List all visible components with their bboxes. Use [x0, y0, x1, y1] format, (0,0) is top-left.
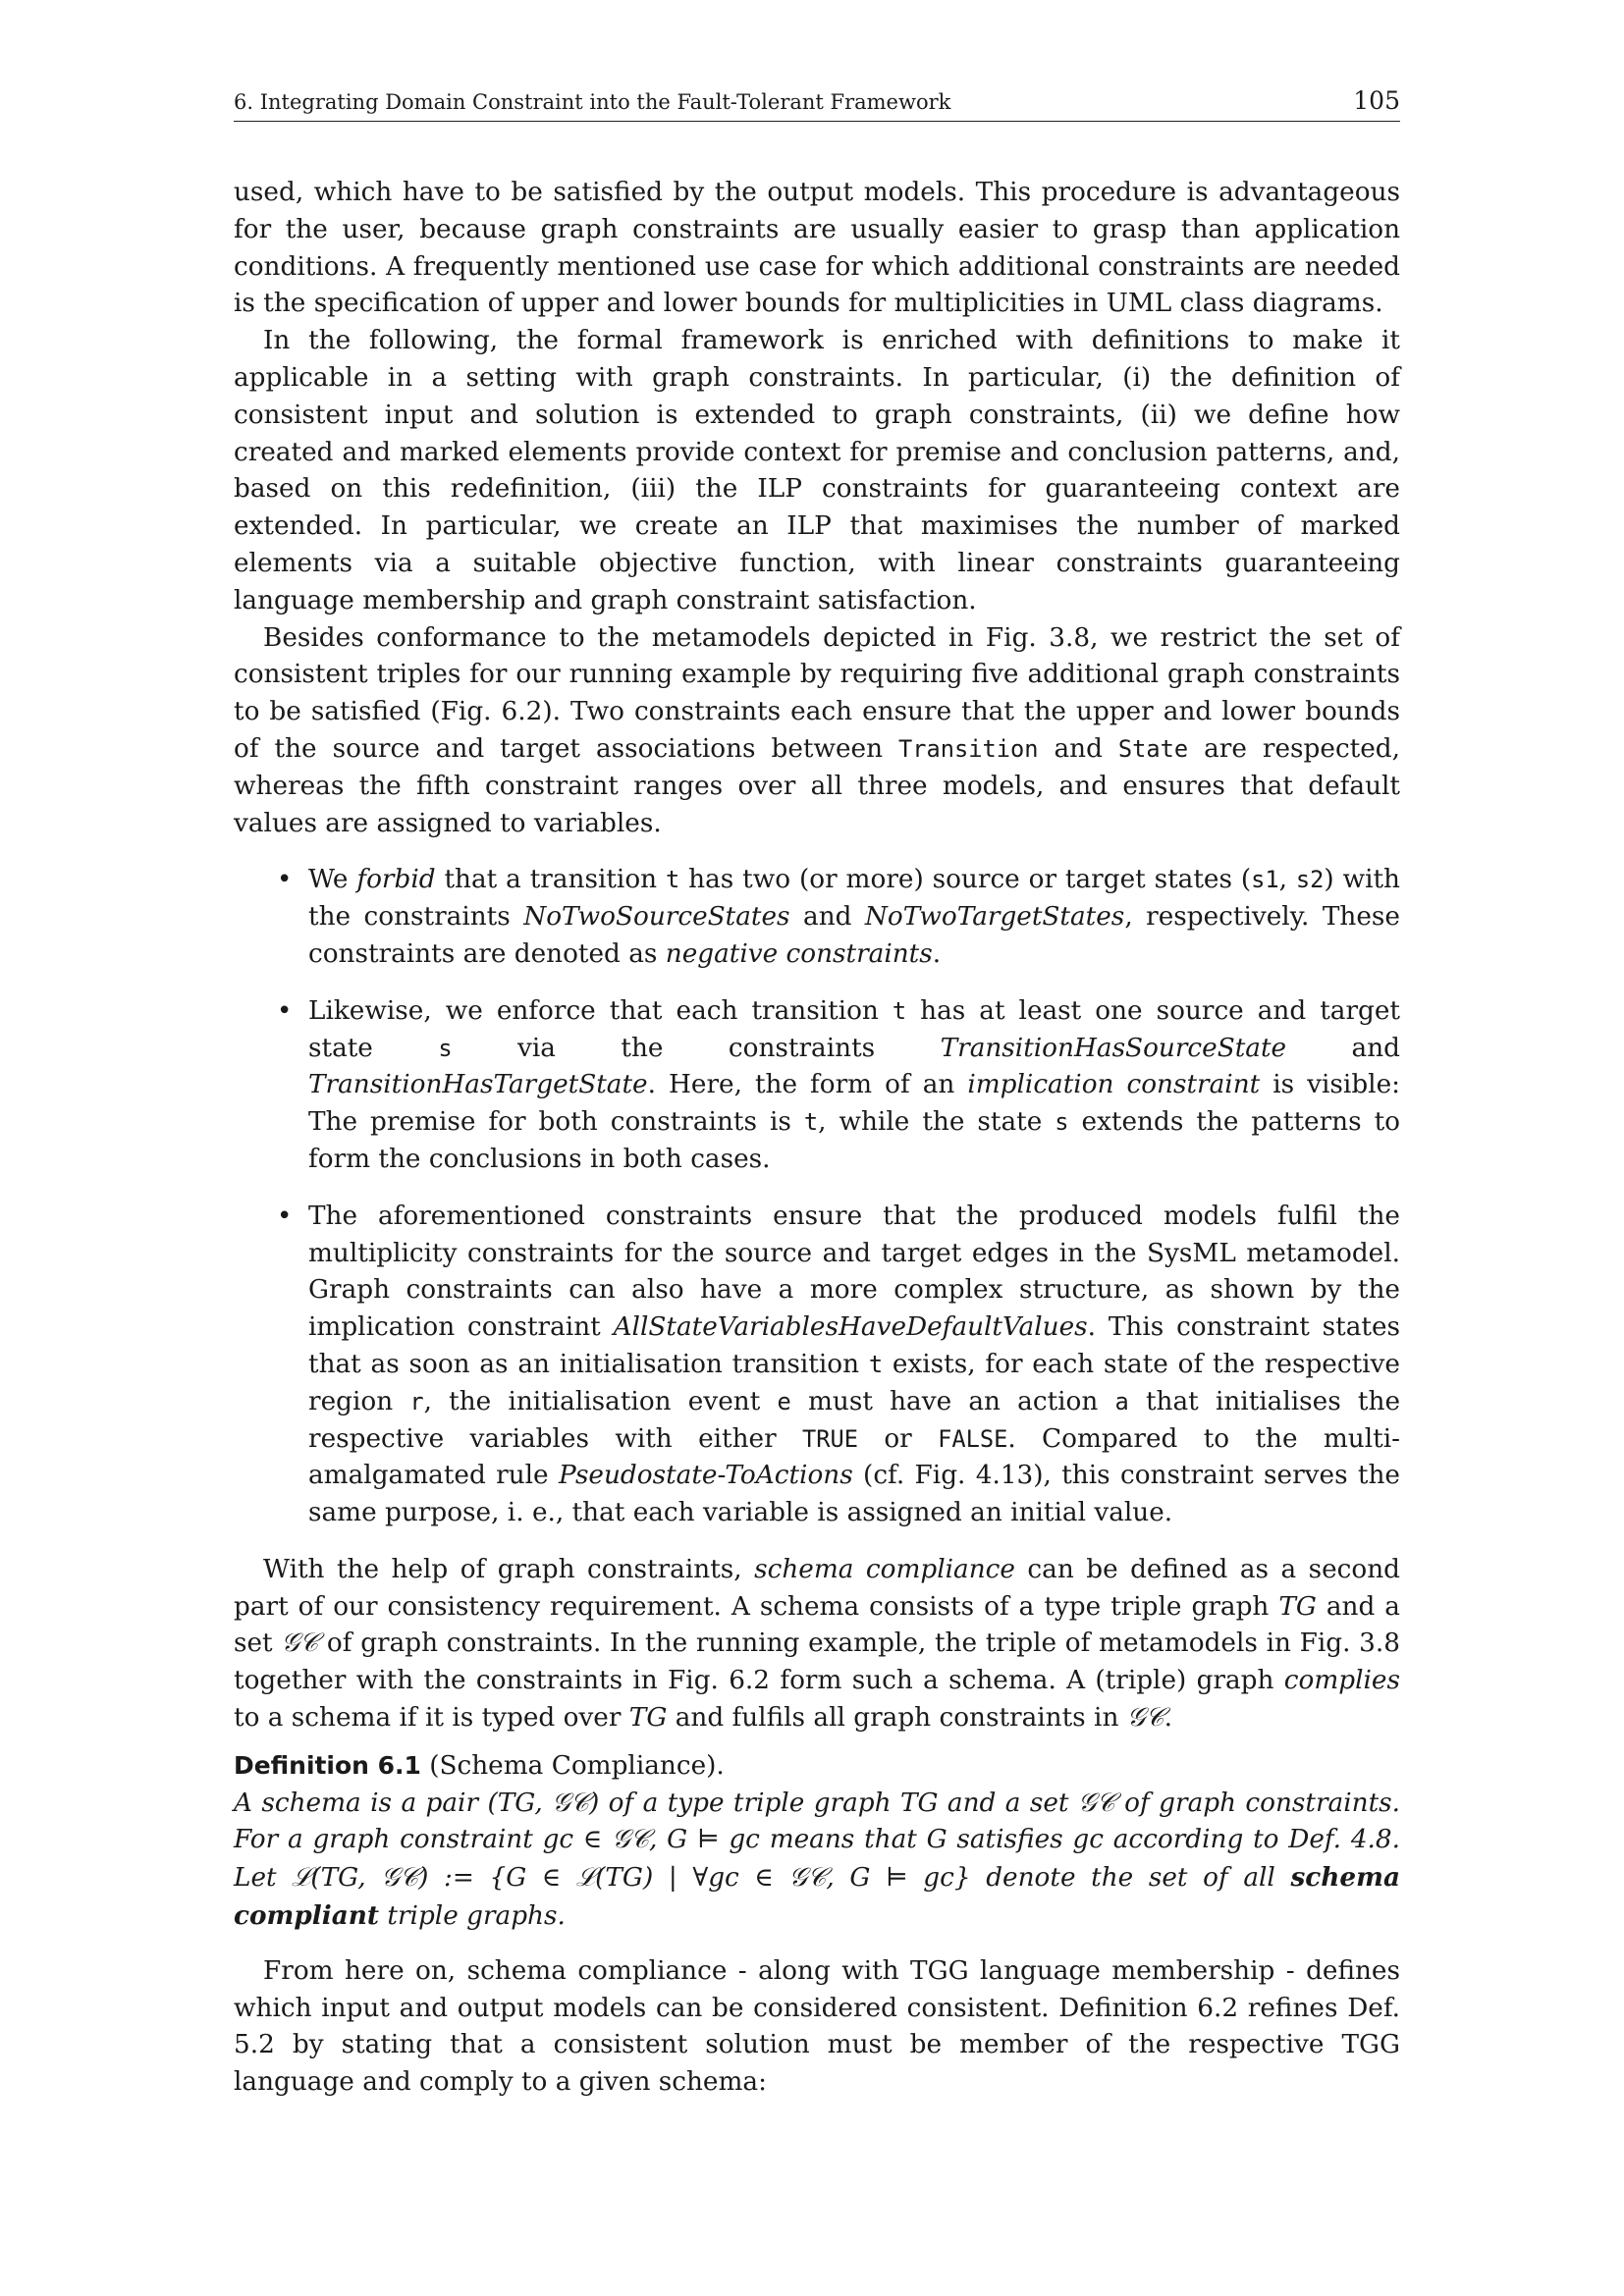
text-run: and fulfils all graph constraints in	[667, 1703, 1127, 1734]
running-header	[234, 86, 1400, 122]
text-run: that a transition	[435, 865, 667, 895]
text-run: Likewise, we enforce that each transition	[308, 995, 893, 1026]
paragraph-1: used, which have to be satisfied by the output models. This procedure is advantageous for the user, because graph constraints are usually easier to grasp than application conditions. A frequently mentioned use case for which additional constraints are needed is the specification of upper and lower bounds for multiplicities in UML class diagrams.	[234, 178, 1400, 319]
code-s2: s2	[1295, 866, 1325, 894]
emph-negative-constraints: negative constraints	[665, 938, 933, 969]
code-a: a	[1114, 1387, 1129, 1415]
constraint-name: AllStateVariablesHaveDefaultValues	[613, 1312, 1088, 1343]
code-t: t	[892, 996, 907, 1025]
code-s: s	[438, 1034, 453, 1062]
text-run: are respected, whereas the fifth constraint ranges over all three models, and ensures that default values are assigned to variables.	[234, 733, 1400, 838]
text-run: and	[789, 902, 865, 933]
text-run: , respectively. These constraints are denoted as	[308, 902, 1400, 969]
code-state: State	[1117, 734, 1189, 763]
list-item	[277, 993, 1401, 1179]
paragraph-5: From here on, schema compliance - along with TGG language membership - defines which input and output models can be considered consistent. Definition 6.2 refines Def. 5.2 by stating that a consistent solution must be member of the respective TGG language and comply to a given schema:	[234, 1955, 1400, 2098]
bullet-icon: •	[277, 865, 293, 895]
text-run: ,	[1278, 865, 1296, 895]
emph-schema-compliant: schema compliant	[234, 1862, 1400, 1932]
text-run: A schema is a pair (TG, 𝒢𝒞) of a type triple graph TG and a set 𝒢𝒞 of graph constraints. For a graph constraint gc ∈ 𝒢𝒞, G ⊨ gc means that G satisfies gc according to Def. 4.8. Let ℒ(TG, 𝒢𝒞) := {G ∈ ℒ(TG) | ∀gc ∈ 𝒢𝒞, G ⊨ gc} denote the set of all	[234, 1788, 1400, 1894]
rule-name: Pseudostate-ToActions	[558, 1461, 853, 1491]
text-run: to a schema if it is typed over	[234, 1703, 629, 1734]
code-false: FALSE	[938, 1424, 1008, 1453]
paragraph-3	[234, 620, 1400, 843]
math-tg: TG	[1278, 1591, 1317, 1622]
paragraph-4	[234, 1552, 1400, 1737]
text-run: and	[1286, 1033, 1400, 1063]
definition-heading	[234, 1747, 1400, 1786]
math-tg: TG	[628, 1703, 668, 1734]
text-run: Besides conformance to the metamodels depicted in Fig. 3.8, we restrict the set of consistent triples for our running example by requiring five additional graph constraints to be satisfied (Fig. 6.2). Two constraints each ensure that the upper and lower bounds of the source and target associations between	[234, 622, 1400, 764]
list-item	[277, 862, 1400, 973]
text-run: exists, for each state of the respective region	[308, 1349, 1400, 1416]
text-run: has at least one source and target state	[308, 995, 1400, 1063]
emph-schema-compliance: schema compliance	[754, 1554, 1015, 1584]
text-run: via the constraints	[452, 1033, 941, 1063]
text-run: ) with the constraints	[308, 865, 1400, 933]
code-t: t	[666, 866, 680, 894]
page-number: 105	[1353, 86, 1400, 115]
body-text	[234, 175, 1400, 2102]
text-run: must have an action	[790, 1386, 1115, 1416]
emph-complies: complies	[1283, 1666, 1400, 1696]
emph-forbid: forbid	[356, 865, 436, 895]
text-run: .	[1164, 1703, 1173, 1734]
bullet-icon: •	[277, 1201, 293, 1231]
math-gc: 𝒢𝒞	[1126, 1703, 1164, 1734]
paragraph-2: In the following, the formal framework is enriched with definitions to make it applicable in a setting with graph constraints. In particular, (i) the definition of consistent input and solution is extended to graph constraints, (ii) we define how created and marked elements provide context for premise and conclusion patterns, and, based on this redefinition, (iii) the ILP constraints for guaranteeing context are extended. In particular, we create an ILP that maximises the number of marked elements via a suitable objective function, with linear constraints guaranteeing language membership and graph constraint satisfaction.	[234, 326, 1400, 615]
chapter-title: 6. Integrating Domain Constraint into the Fault-Tolerant Framework	[234, 90, 951, 114]
text-run: triple graphs.	[379, 1901, 566, 1932]
code-t: t	[868, 1350, 884, 1378]
text-run: , while the state	[818, 1107, 1056, 1138]
list-item	[277, 1199, 1401, 1532]
text-run: We	[308, 865, 357, 895]
definition-body	[234, 1786, 1400, 1936]
text-run: is visible: The premise for both constraints is	[308, 1070, 1400, 1138]
constraint-name: NoTwoTargetStates	[864, 902, 1125, 933]
text-run: can be defined as a second part of our consistency requirement. A schema consists of a type triple graph	[234, 1554, 1401, 1622]
code-true: TRUE	[802, 1424, 859, 1453]
math-gc: 𝒢𝒞	[281, 1629, 319, 1659]
text-run: that initialises the respective variables with either	[308, 1386, 1401, 1454]
code-t: t	[803, 1108, 819, 1137]
text-run: has two (or more) source or target states (	[679, 865, 1252, 895]
definition-title: (Schema Compliance).	[420, 1750, 725, 1781]
code-transition: Transition	[898, 734, 1039, 763]
text-run: and a set	[234, 1591, 1400, 1659]
text-run: . This constraint states that as soon as an initialisation transition	[308, 1312, 1400, 1379]
definition-label: Definition 6.1	[234, 1750, 421, 1780]
text-run: , the initialisation event	[423, 1386, 778, 1416]
text-run: With the help of graph constraints,	[263, 1554, 755, 1584]
code-e: e	[777, 1387, 791, 1415]
constraint-name: TransitionHasSourceState	[940, 1033, 1287, 1063]
text-run: of graph constraints. In the running example, the triple of metamodels in Fig. 3.8 together with the constraints in Fig. 6.2 form such a schema. A (triple) graph	[234, 1629, 1400, 1696]
constraint-name: TransitionHasTargetState	[308, 1070, 648, 1100]
text-run: .	[932, 938, 942, 969]
emph-implication-constraint: implication constraint	[967, 1070, 1261, 1100]
code-s1: s1	[1251, 866, 1279, 894]
text-run: . Compared to the multi-amalgamated rule	[308, 1423, 1400, 1491]
bullet-icon: •	[277, 995, 293, 1026]
code-r: r	[409, 1387, 424, 1415]
constraint-list	[234, 862, 1400, 1532]
text-run: extends the patterns to form the conclusions in both cases.	[308, 1107, 1401, 1174]
text-run: or	[858, 1423, 939, 1454]
constraint-name: NoTwoSourceStates	[523, 902, 790, 933]
text-run: The aforementioned constraints ensure that the produced models fulfil the multiplicity constraints for the source and target edges in the SysML metamodel. Graph constraints can also have a more complex structure, as shown by the implication constraint	[308, 1201, 1400, 1343]
code-s: s	[1055, 1108, 1069, 1137]
text-run: . Here, the form of an	[647, 1070, 968, 1100]
text-run: and	[1038, 733, 1118, 764]
text-run: (cf. Fig. 4.13), this constraint serves the same purpose, i. e., that each variable is assigned an initial value.	[308, 1461, 1400, 1528]
